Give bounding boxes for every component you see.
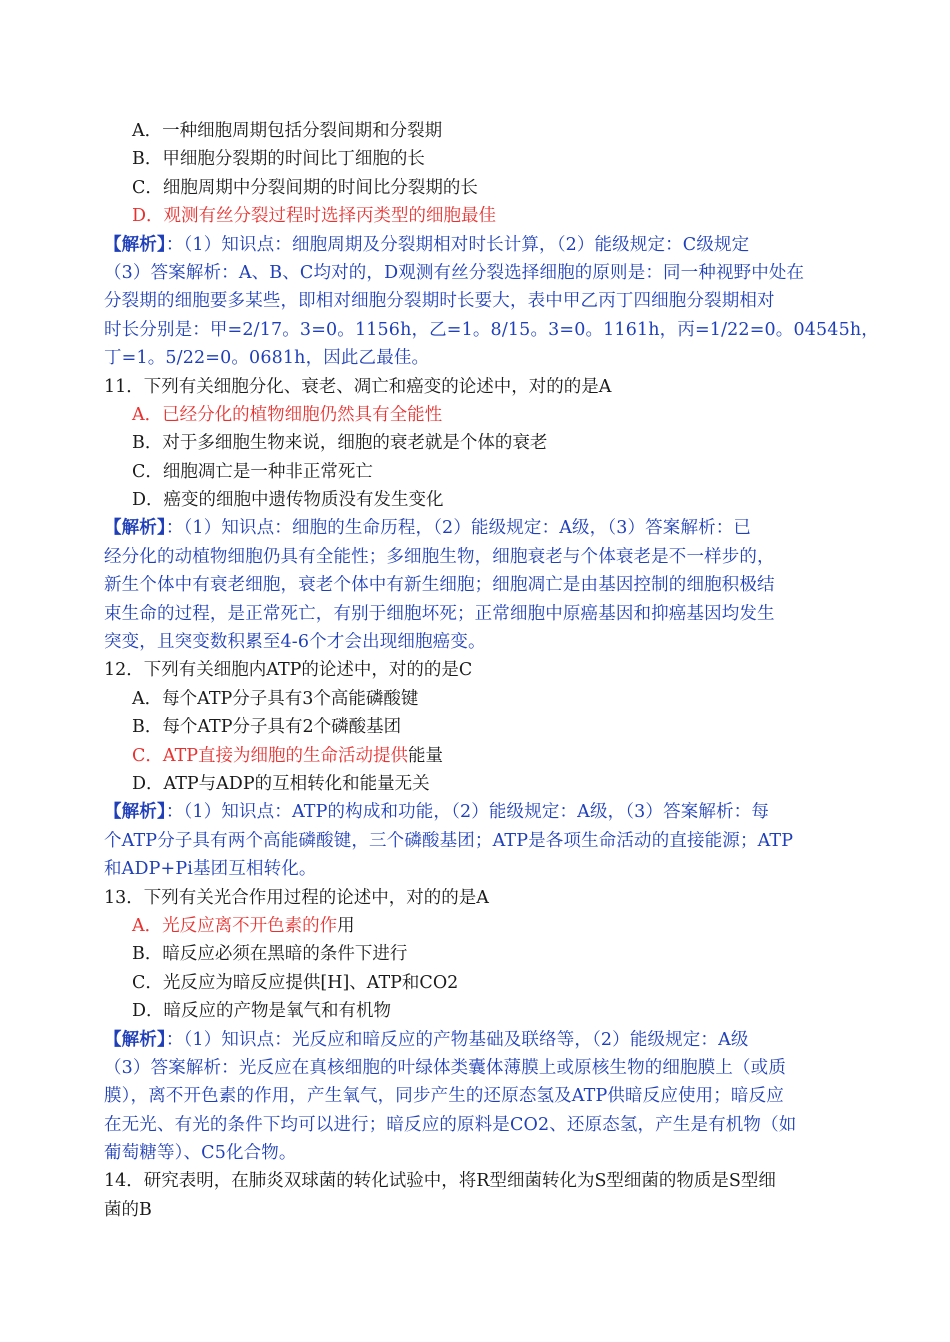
analysis-line: ：（1）知识点：细胞的生命历程，（2）能级规定：A级，（3）答案解析：已	[165, 518, 752, 539]
analysis-line: 在无光、有光的条件下均可以进行；暗反应的原料是CO2、还原态氢，产生是有机物（如	[104, 1114, 797, 1135]
analysis-tag: 【解析】	[104, 1029, 166, 1050]
analysis-line: 新生个体中有衰老细胞，衰老个体中有新生细胞；细胞凋亡是由基因控制的细胞积极结	[104, 575, 775, 596]
option-text-rest: 用	[337, 915, 355, 936]
question-stem: 13．下列有关光合作用过程的论述中，对的的是A	[104, 887, 489, 908]
option-text-rest: 能量	[408, 745, 444, 766]
question-stem-continued: 菌的B	[104, 1199, 152, 1220]
analysis-line: 丁=1。5/22=0。0681h，因此乙最佳。	[104, 348, 430, 369]
option-a-correct	[104, 912, 850, 940]
question-10	[104, 117, 879, 373]
question-stem: 14．研究表明，在肺炎双球菌的转化试验中，将R型细菌转化为S型细菌的物质是S型细	[104, 1171, 776, 1192]
option-b: B．每个ATP分子具有2个磷酸基团	[132, 717, 402, 738]
option-b: B．甲细胞分裂期的时间比丁细胞的长	[132, 149, 425, 170]
option-c: C．细胞凋亡是一种非正常死亡	[132, 461, 373, 482]
analysis-10	[104, 231, 879, 373]
option-c: C．细胞周期中分裂间期的时间比分裂期的长	[132, 177, 478, 198]
question-12	[104, 656, 850, 883]
analysis-12	[104, 798, 850, 883]
analysis-line: ：（1）知识点：光反应和暗反应的产物基础及联络等，（2）能级规定：A级	[165, 1029, 749, 1050]
analysis-line: 时长分别是：甲=2/17。3=0。1156h，乙=1。8/15。3=0。1161h，丙=1/22=0。04545h，	[104, 319, 879, 340]
document-content	[104, 117, 879, 1224]
analysis-line: ：（1）知识点：ATP的构成和功能，（2）能级规定：A级，（3）答案解析：每	[165, 802, 769, 823]
option-d: D．暗反应的产物是氧气和有机物	[132, 1001, 392, 1022]
analysis-line: 和ADP+Pi基团互相转化。	[104, 859, 317, 880]
question-11	[104, 373, 850, 657]
option-c: C．光反应为暗反应提供[H]、ATP和CO2	[132, 972, 459, 993]
analysis-line: 葡萄糖等）、C5化合物。	[104, 1143, 297, 1164]
option-d: D．ATP与ADP的互相转化和能量无关	[132, 773, 430, 794]
analysis-line: 个ATP分子具有两个高能磷酸键，三个磷酸基团；ATP是各项生命活动的直接能源；ATP	[104, 830, 794, 851]
option-a: A．一种细胞周期包括分裂间期和分裂期	[132, 121, 443, 141]
analysis-line: 经分化的动植物细胞仍具有全能性；多细胞生物，细胞衰老与个体衰老是不一样步的，	[104, 546, 775, 567]
option-text-highlight: C．ATP直接为细胞的生命活动提供	[132, 745, 409, 766]
analysis-line: 膜），离不开色素的作用，产生氧气，同步产生的还原态氢及ATP供暗反应使用；暗反应	[104, 1086, 784, 1107]
analysis-line: 突变，且突变数积累至4-6个才会出现细胞癌变。	[104, 632, 486, 653]
analysis-13	[104, 1026, 850, 1168]
option-a-correct: A．已经分化的植物细胞仍然具有全能性	[132, 404, 443, 425]
option-d-correct: D．观测有丝分裂过程时选择丙类型的细胞最佳	[132, 206, 497, 227]
option-b: B．暗反应必须在黑暗的条件下进行	[132, 944, 408, 965]
option-text-highlight: A．光反应离不开色素的作	[132, 915, 338, 936]
analysis-line: ：（1）知识点：细胞周期及分裂期相对时长计算，（2）能级规定：C级规定	[165, 234, 750, 255]
question-stem: 12．下列有关细胞内ATP的论述中，对的的是C	[104, 660, 473, 681]
question-stem: 11．下列有关细胞分化、衰老、凋亡和癌变的论述中，对的的是A	[104, 376, 612, 397]
analysis-line: 束生命的过程，是正常死亡，有别于细胞坏死；正常细胞中原癌基因和抑癌基因均发生	[104, 603, 775, 624]
option-a: A．每个ATP分子具有3个高能磷酸键	[132, 688, 419, 709]
analysis-tag: 【解析】	[104, 234, 166, 255]
question-13	[104, 884, 850, 1168]
analysis-tag: 【解析】	[104, 518, 166, 539]
option-c-correct	[104, 742, 850, 770]
analysis-11	[104, 514, 850, 656]
option-b: B．对于多细胞生物来说，细胞的衰老就是个体的衰老	[132, 433, 548, 454]
analysis-line: （3）答案解析：A、B、C均对的，D观测有丝分裂选择细胞的原则是：同一种视野中处在	[104, 262, 805, 283]
question-14	[104, 1167, 850, 1224]
analysis-line: （3）答案解析：光反应在真核细胞的叶绿体类囊体薄膜上或原核生物的细胞膜上（或质	[104, 1057, 786, 1078]
option-d: D．癌变的细胞中遗传物质没有发生变化	[132, 490, 444, 511]
analysis-line: 分裂期的细胞要多某些，即相对细胞分裂期时长要大，表中甲乙丙丁四细胞分裂期相对	[104, 291, 775, 312]
analysis-tag: 【解析】	[104, 802, 166, 823]
